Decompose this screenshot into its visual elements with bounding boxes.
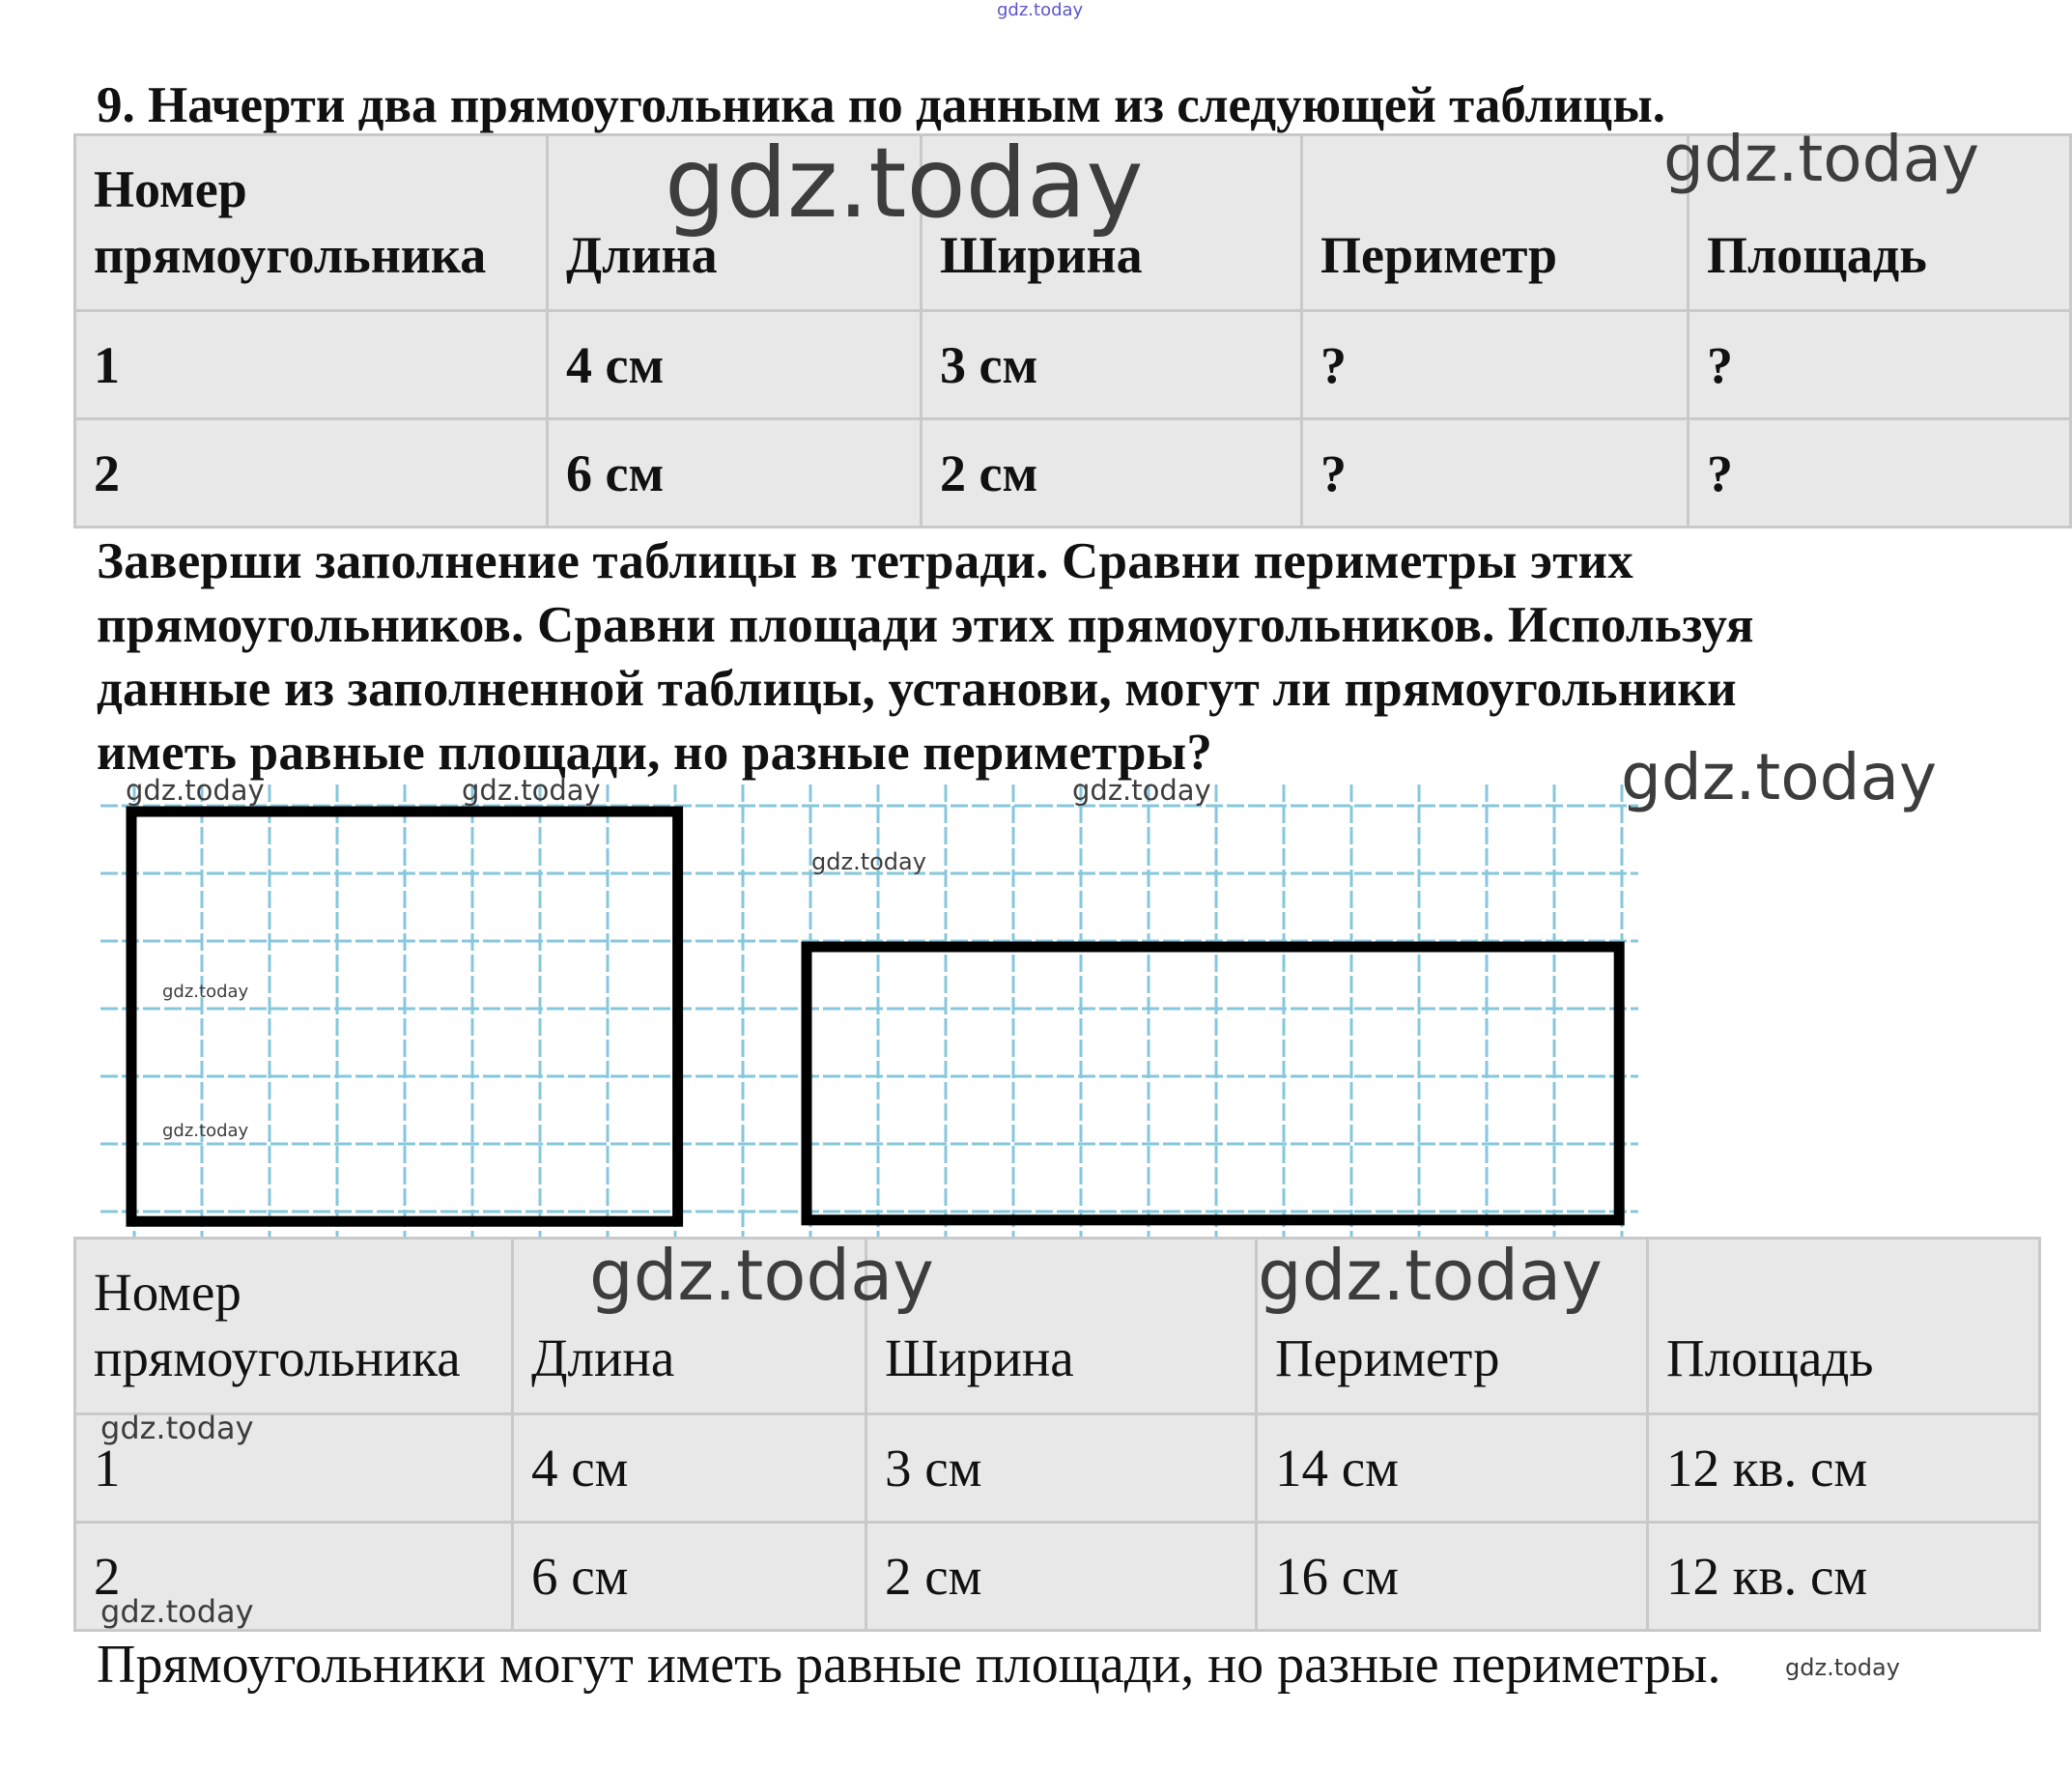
answer-table	[73, 1237, 2041, 1632]
watermark: gdz.today	[1621, 740, 1938, 814]
watermark: gdz.today	[1785, 1654, 1900, 1681]
task-instructions	[97, 529, 1754, 785]
task-title: 9. Начерти два прямоугольника по данным из следующей таблицы.	[97, 77, 1665, 133]
cell-number: 2	[75, 419, 548, 528]
cell-width: 2 см	[866, 1523, 1257, 1631]
instruction-line: Заверши заполнение таблицы в тетради. Сравни периметры этих	[97, 533, 1633, 589]
cell-number: 1	[75, 1414, 513, 1523]
header-number: Номер прямоугольника	[75, 1239, 513, 1414]
cell-perimeter: ?	[1302, 311, 1689, 419]
cell-width: 3 см	[866, 1414, 1257, 1523]
cell-length: 4 см	[513, 1414, 866, 1523]
cell-width: 2 см	[922, 419, 1302, 528]
cell-number: 1	[75, 311, 548, 419]
watermark: gdz.today	[100, 1593, 254, 1630]
cell-length: 6 см	[513, 1523, 866, 1631]
header-number: Номер прямоугольника	[75, 135, 548, 311]
instruction-line: данные из заполненной таблицы, установи, могут ли прямоугольники	[97, 661, 1737, 717]
watermark: gdz.today	[1258, 1235, 1603, 1316]
watermark: gdz.today	[589, 1235, 934, 1316]
table-row	[75, 419, 2071, 528]
cell-number: 2	[75, 1523, 513, 1631]
table-row	[75, 1523, 2040, 1631]
cell-perimeter: 16 см	[1257, 1523, 1648, 1631]
instruction-line: прямоугольников. Сравни площади этих прямоугольников. Используя	[97, 597, 1754, 653]
watermark: gdz.today	[162, 982, 249, 1002]
header-length: Длина	[548, 135, 922, 311]
answer-text: Прямоугольники могут иметь равные площади, но разные периметры.	[97, 1635, 1721, 1695]
header-width: Ширина	[866, 1239, 1257, 1414]
header-width: Ширина	[922, 135, 1302, 311]
watermark: gdz.today	[1072, 774, 1211, 807]
watermark: gdz.today	[1663, 122, 1980, 196]
header-area: Площадь	[1648, 1239, 2040, 1414]
instruction-line: иметь равные площади, но разные периметры?	[97, 725, 1213, 781]
table-row	[75, 311, 2071, 419]
watermark: gdz.today	[126, 774, 265, 807]
table-row	[75, 1414, 2040, 1523]
cell-area: ?	[1689, 311, 2071, 419]
answer-table-header	[75, 1239, 2040, 1414]
watermark: gdz.today	[462, 774, 601, 807]
header-perimeter: Периметр	[1257, 1239, 1648, 1414]
cell-area: 12 кв. см	[1648, 1523, 2040, 1631]
cell-length: 4 см	[548, 311, 922, 419]
header-perimeter: Периметр	[1302, 135, 1689, 311]
cell-perimeter: ?	[1302, 419, 1689, 528]
cell-area: ?	[1689, 419, 2071, 528]
cell-width: 3 см	[922, 311, 1302, 419]
watermark: gdz.today	[100, 1410, 254, 1446]
watermark: gdz.today	[162, 1121, 249, 1141]
watermark: gdz.today	[811, 848, 926, 875]
header-area: Площадь	[1689, 135, 2071, 311]
cell-perimeter: 14 см	[1257, 1414, 1648, 1523]
watermark: gdz.today	[665, 127, 1144, 240]
watermark-top: gdz.today	[997, 0, 1084, 20]
rectangle-2	[807, 947, 1619, 1220]
cell-area: 12 кв. см	[1648, 1414, 2040, 1523]
cell-length: 6 см	[548, 419, 922, 528]
header-length: Длина	[513, 1239, 866, 1414]
